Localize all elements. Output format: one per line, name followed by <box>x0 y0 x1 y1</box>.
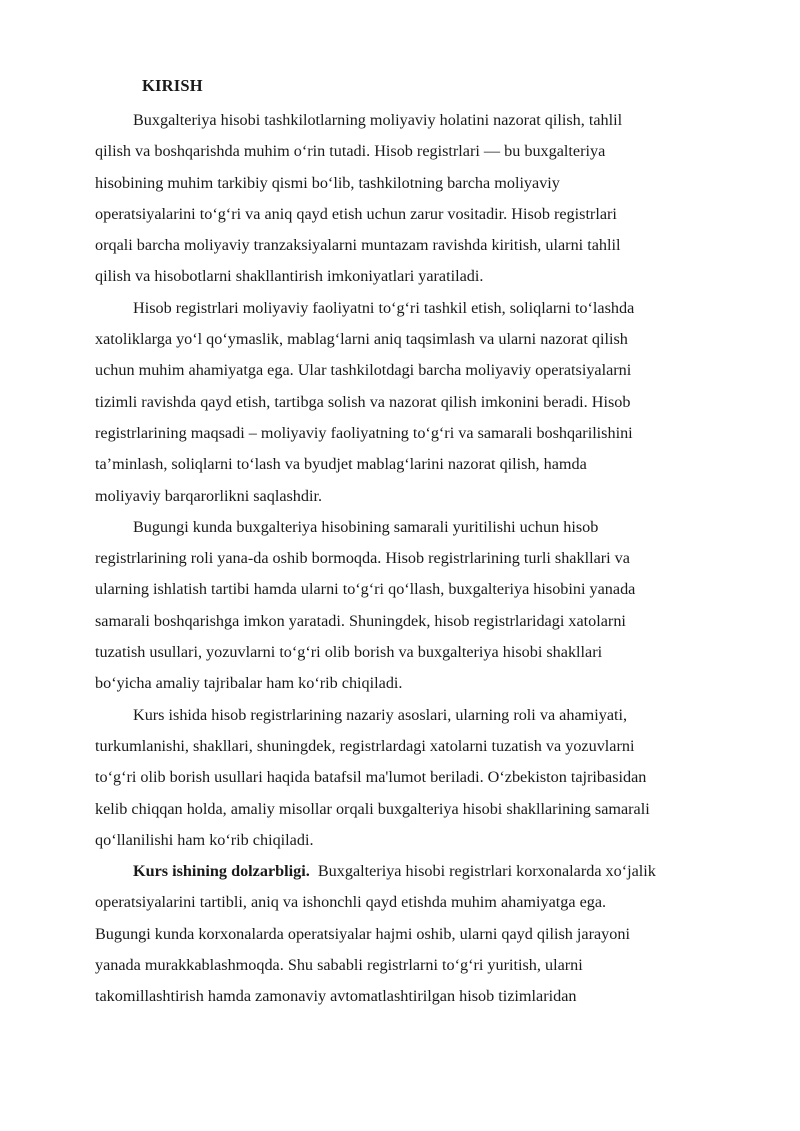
text-line: Kurs ishida hisob registrlarining nazariy asoslari, ularning roli va ahamiyati, <box>133 705 628 724</box>
text-line: qilish va hisobotlarni shakllantirish imkoniyatlari yaratiladi. <box>95 267 484 286</box>
text-line-rest: Buxgalteriya hisobi registrlari korxonalarda xoʻjalik <box>317 862 656 881</box>
text-line: taʼminlash, soliqlarni toʻlash va byudjet mablagʻlarini nazorat qilish, hamda <box>95 455 587 474</box>
text-line: toʻgʻri olib borish usullari haqida batafsil ma'lumot beriladi. Oʻzbekiston tajribasidan <box>95 768 647 787</box>
paragraph-4 <box>95 700 759 856</box>
text-line: kelib chiqqan holda, amaliy misollar orqali buxgalteriya hisobi shakllarining samarali <box>95 799 650 818</box>
paragraph-1 <box>95 105 759 293</box>
text-line: Hisob registrlari moliyaviy faoliyatni toʻgʻri tashkil etish, soliqlarni toʻlashda <box>133 298 635 317</box>
text-line: samarali boshqarishga imkon yaratadi. Shuningdek, hisob registrlaridagi xatolarni <box>95 611 626 630</box>
paragraph-3 <box>95 512 759 700</box>
text-line: uchun muhim ahamiyatga ega. Ular tashkilotdagi barcha moliyaviy operatsiyalarni <box>95 361 632 380</box>
text-line: operatsiyalarini tartibli, aniq va ishonchli qayd etishda muhim ahamiyatga ega. <box>95 893 607 912</box>
text-line: hisobining muhim tarkibiy qismi boʻlib, tashkilotning barcha moliyaviy <box>95 173 560 192</box>
text-line: Bugungi kunda buxgalteriya hisobining samarali yuritilishi uchun hisob <box>133 517 599 536</box>
paragraph-5 <box>95 856 759 1012</box>
body-text <box>95 105 759 1013</box>
text-line <box>95 856 759 887</box>
section-heading: KIRISH <box>142 76 203 95</box>
text-line: ularning ishlatish tartibi hamda ularni toʻgʻri qoʻllash, buxgalteriya hisobini yanada <box>95 580 636 599</box>
text-line: orqali barcha moliyaviy tranzaksiyalarni muntazam ravishda kiritish, ularni tahlil <box>95 236 621 255</box>
text-line: boʻyicha amaliy tajribalar ham koʻrib chiqiladi. <box>95 674 403 693</box>
text-line: registrlarining maqsadi – moliyaviy faoliyatning toʻgʻri va samarali boshqarilishini <box>95 423 633 442</box>
text-line: xatoliklarga yoʻl qoʻymaslik, mablagʻlarni aniq taqsimlash va ularni nazorat qilish <box>95 330 628 349</box>
text-line: operatsiyalarini toʻgʻri va aniq qayd etish uchun zarur vositadir. Hisob registrlari <box>95 204 617 223</box>
text-line: Bugungi kunda korxonalarda operatsiyalar hajmi oshib, ularni qayd qilish jarayoni <box>95 924 630 943</box>
text-line: registrlarining roli yana-da oshib bormoqda. Hisob registrlarining turli shakllari va <box>95 549 630 568</box>
paragraph-lead: Kurs ishining dolzarbligi. <box>133 862 310 881</box>
text-line: Buxgalteriya hisobi tashkilotlarning moliyaviy holatini nazorat qilish, tahlil <box>133 111 623 129</box>
text-line: qoʻllanilishi ham koʻrib chiqiladi. <box>95 830 314 849</box>
text-line: tuzatish usullari, yozuvlarni toʻgʻri olib borish va buxgalteriya hisobi shakllari <box>95 643 603 662</box>
text-line: moliyaviy barqarorlikni saqlashdir. <box>95 486 323 505</box>
text-line: tizimli ravishda qayd etish, tartibga solish va nazorat qilish imkonini beradi. Hisob <box>95 392 631 411</box>
text-line: takomillashtirish hamda zamonaviy avtomatlashtirilgan hisob tizimlaridan <box>95 987 577 1006</box>
text-line: qilish va boshqarishda muhim oʻrin tutadi. Hisob registrlari — bu buxgalteriya <box>95 142 606 161</box>
paragraph-2 <box>95 293 759 512</box>
text-line: yanada murakkablashmoqda. Shu sababli registrlarni toʻgʻri yuritish, ularni <box>95 956 583 975</box>
text-line: turkumlanishi, shakllari, shuningdek, registrlardagi xatolarni tuzatish va yozuvlarni <box>95 736 635 755</box>
